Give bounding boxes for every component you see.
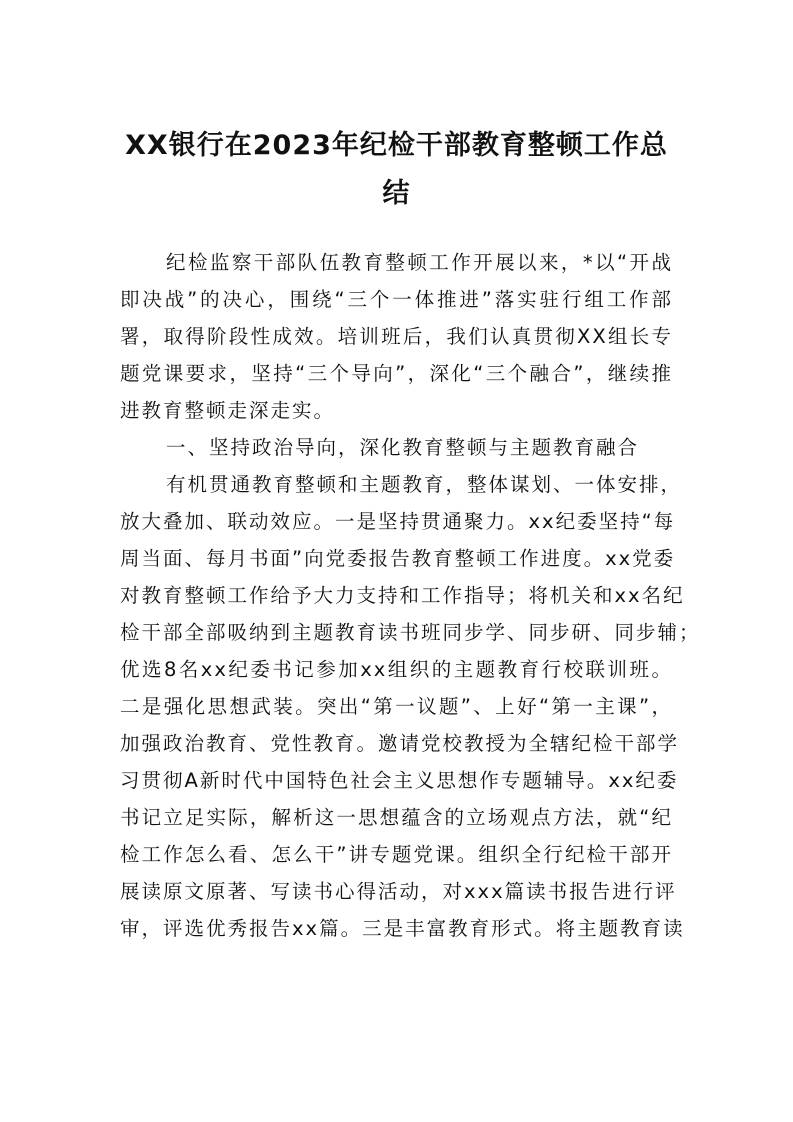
text-line: 书记立足实际，解析这一思想蕴含的立场观点方法，就“纪	[120, 806, 673, 829]
section-heading	[120, 429, 673, 466]
text-line: 展读原文原著、写读书心得活动，对xxx篇读书报告进行评	[120, 880, 677, 903]
text-line: 检干部全部吸纳到主题教育读书班同步学、同步研、同步辅；	[120, 621, 701, 644]
text-line: 进教育整顿走深走实。	[120, 399, 336, 422]
text-line: 对教育整顿工作给予大力支持和工作指导；将机关和xx名纪	[120, 584, 685, 607]
text-line: 优选8名xx纪委书记参加xx组织的主题教育行校联训班。	[120, 658, 673, 681]
text-line: 习贯彻A新时代中国特色社会主义思想作专题辅导。xx纪委	[120, 769, 679, 792]
paragraph	[120, 244, 673, 429]
text-line: 即决战”的决心，围绕“三个一体推进”落实驻行组工作部	[120, 288, 673, 311]
text-line: 周当面、每月书面”向党委报告教育整顿工作进度。xx党委	[120, 547, 676, 570]
text-line: 纪检监察干部队伍教育整顿工作开展以来，*以“开战	[166, 251, 673, 274]
title-line: XX银行在2023年纪检干部教育整顿工作总	[125, 130, 668, 161]
document-body	[120, 244, 701, 947]
text-line: 审，评选优秀报告xx篇。三是丰富教育形式。将主题教育读	[120, 917, 685, 940]
text-line: 一、坚持政治导向，深化教育整顿与主题教育融合	[166, 436, 640, 459]
title-line: 结	[382, 178, 411, 209]
paragraph	[120, 466, 701, 947]
text-line: 题党课要求，坚持“三个导向”，深化“三个融合”，继续推	[120, 362, 673, 385]
text-line: 二是强化思想武装。突出“第一议题”、上好“第一主课”，	[120, 695, 673, 718]
text-line: 放大叠加、联动效应。一是坚持贯通聚力。xx纪委坚持“每	[120, 510, 676, 533]
text-line: 有机贯通教育整顿和主题教育，整体谋划、一体安排，	[166, 473, 683, 496]
document-title	[100, 122, 693, 218]
text-line: 加强政治教育、党性教育。邀请党校教授为全辖纪检干部学	[120, 732, 680, 755]
text-line: 署，取得阶段性成效。培训班后，我们认真贯彻XX组长专	[120, 325, 673, 348]
text-line: 检工作怎么看、怎么干”讲专题党课。组织全行纪检干部开	[120, 843, 673, 866]
